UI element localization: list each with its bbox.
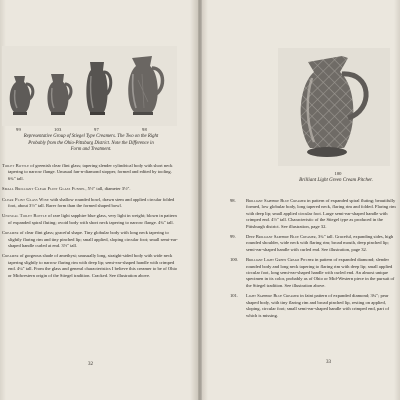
- right-page: [202, 0, 400, 400]
- catalog-entry: Unusual Toilet Bottle of rare light sapphire blue glass, very light in weight; blown in pattern of expanded spiral fluting; ovoid body with short neck tapering to narrow flange. 4¾" tall.: [2, 213, 177, 225]
- catalog-entries-left: [2, 163, 180, 283]
- figure-number: 100: [334, 171, 342, 176]
- jug-figure-99: [6, 72, 36, 116]
- catalog-entry: Creamer of clear flint glass; graceful shape. Tiny globular body with long neck tapering to slightly flaring rim and tiny pinched lip; small applied, sloping circular foot; small semi-ear-shaped handle curled at end. 3½" tall.: [2, 230, 178, 249]
- catalog-entry: 99. Deep Brilliant Sapphire Blue Creamer, 3¾" tall. Graceful, expanding sides, high rounded shoulder, wide neck with flaring rim; broad mouth, deep pinched lip; semi-ear-shaped handle with curled end. See illustration, page 32.: [230, 234, 394, 252]
- figure-number: 103: [54, 127, 62, 132]
- cream-pitcher-image: [278, 48, 390, 166]
- caption-line: Form and Treatment.: [70, 147, 112, 153]
- figure-caption: [2, 134, 180, 154]
- caption-line: Probably from the Ohio-Pittsburg District. Note the Difference in: [28, 140, 154, 146]
- figure-number: 98: [142, 127, 147, 132]
- left-page: [0, 0, 198, 400]
- catalog-entry: Clear Flint Glass Wine with shallow rounded bowl, drawn stem and applied circular folded foot, about 3½" tall. Rarer form than the formed shaped bowl.: [2, 196, 175, 209]
- page-number: 33: [326, 360, 331, 365]
- jug-figure-103: [44, 70, 74, 116]
- jug-figure-97: [82, 60, 114, 116]
- figure-number: 99: [16, 127, 21, 132]
- entry-number: 99.: [230, 234, 236, 240]
- catalog-entry: 100. Brilliant Light Green Cream Pitcher in pattern of expanded diamond; slender rounded body and long neck tapering to flaring rim with deep lip; small applied circular foot, long semi-ear-shaped handle with curled end. An almost unique specimen in its color, probably as of Ohio or Mid-Western piece in the pursuit of the Stiegel tradition. See illustration above.: [230, 257, 395, 288]
- caption-line: Representative Group of Stiegel Type Creamers. The Two on the Right: [23, 134, 159, 139]
- catalog-entry: Toilet Bottle of greenish clear flint glass; tapering slender cylindrical body with short neck tapering to narrow flange. Unusual fan-n-diamond stopper, formed and edited by tooling. 6¾" tall.: [2, 163, 173, 181]
- figure-number: 97: [94, 127, 99, 132]
- entry-number: 98.: [230, 198, 236, 203]
- entry-number: 100.: [230, 257, 239, 263]
- figure-caption: Brilliant Light Green Cream Pitcher.: [299, 178, 373, 183]
- entry-number: 101.: [230, 293, 239, 299]
- creamers-group-photo: [2, 46, 177, 126]
- jug-figure-98: [122, 54, 168, 116]
- catalog-entry: Creamer of gorgeous shade of amethyst; unusually long, straight-sided body with wide neck tapering slightly to narrow flaring rim with deep lip; semi-ear-shaped handle with crimped end. 4¼" tall. From the glass and general characteristics I believe this creamer to be of Ohio or Midwestern origin of the Stiegel tradition. Cracked. See illustration above.: [2, 253, 178, 278]
- catalog-entries-right: [232, 198, 400, 323]
- page-number: 32: [88, 362, 93, 367]
- cream-pitcher-photo: [278, 48, 390, 166]
- catalog-entry: 101. Light Sapphire Blue Creamer in faint pattern of expanded diamond; 3¾"; pear shaped body, with tiny flaring rim and broad pinched lip, resting on applied, sloping, circular foot; small semi-ear-shaped handle with crimped end, part of which is missing.: [230, 293, 390, 318]
- catalog-entry: 98. Brilliant Sapphire Blue Creamer in pattern of expanded spiral fluting; beautifully formed, low globular body, long tapered neck, flaring rim and folded. Flaring rim with deep lip; small applied circular foot. Large semi-ear-shaped handle with crimped end. 4½" tall. Characteristic of the Stiegel type as produced in the Pittsburgh district. See illustration, page 32.: [230, 198, 396, 229]
- catalog-entry: Small Brilliant Clear Flint Glass Funnel, 5½" tall, diameter 3½".: [2, 186, 131, 192]
